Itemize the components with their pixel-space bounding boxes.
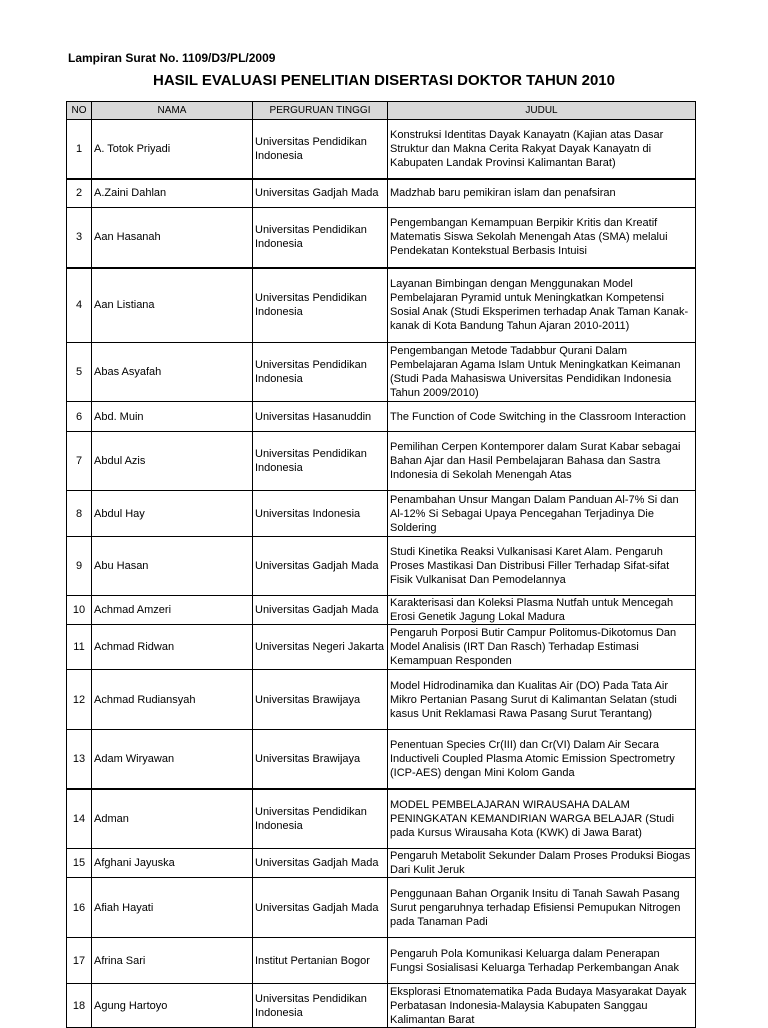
cell-nama: Aan Hasanah <box>92 208 253 268</box>
cell-judul: Penggunaan Bahan Organik Insitu di Tanah Sawah Pasang Surut pengaruhnya terhadap Efisiensi Pemupukan Nitrogen pada Tanaman Padi <box>388 878 696 938</box>
cell-judul: Pengaruh Metabolit Sekunder Dalam Proses Produksi Biogas Dari Kulit Jeruk <box>388 849 696 878</box>
column-header-nama: NAMA <box>92 102 253 120</box>
table-row <box>67 789 696 849</box>
cell-judul: MODEL PEMBELAJARAN WIRAUSAHA DALAM PENINGKATAN KEMANDIRIAN WARGA BELAJAR (Studi pada Kursus Wirausaha Kota (KWK) di Jawa Barat) <box>388 789 696 849</box>
cell-nama: Abas Asyafah <box>92 343 253 402</box>
table-row <box>67 596 696 625</box>
cell-judul: Karakterisasi dan Koleksi Plasma Nutfah untuk Mencegah Erosi Genetik Jagung Lokal Madura <box>388 596 696 625</box>
cell-judul: Penambahan Unsur Mangan Dalam Panduan Al-7% Si dan Al-12% Si Sebagai Upaya Pencegahan Terjadinya Die Soldering <box>388 491 696 537</box>
cell-perguruan-tinggi: Universitas Gadjah Mada <box>253 596 388 625</box>
cell-perguruan-tinggi: Universitas Pendidikan Indonesia <box>253 120 388 179</box>
cell-nama: Afghani Jayuska <box>92 849 253 878</box>
cell-no: 2 <box>67 179 92 208</box>
cell-perguruan-tinggi: Universitas Pendidikan Indonesia <box>253 343 388 402</box>
cell-perguruan-tinggi: Universitas Gadjah Mada <box>253 179 388 208</box>
cell-perguruan-tinggi: Universitas Gadjah Mada <box>253 849 388 878</box>
cell-perguruan-tinggi: Universitas Hasanuddin <box>253 402 388 432</box>
column-header-judul: JUDUL <box>388 102 696 120</box>
cell-nama: Abdul Azis <box>92 432 253 491</box>
cell-perguruan-tinggi: Universitas Gadjah Mada <box>253 537 388 596</box>
cell-no: 16 <box>67 878 92 938</box>
cell-nama: Afiah Hayati <box>92 878 253 938</box>
cell-nama: Abu Hasan <box>92 537 253 596</box>
cell-nama: Achmad Ridwan <box>92 625 253 670</box>
cell-no: 6 <box>67 402 92 432</box>
cell-judul: Pengembangan Metode Tadabbur Qurani Dalam Pembelajaran Agama Islam Untuk Meningkatkan Keimanan (Studi Pada Mahasiswa Universitas Pendidikan Indonesia Tahun 2009/2010) <box>388 343 696 402</box>
cell-judul: Model Hidrodinamika dan Kualitas Air (DO) Pada Tata Air Mikro Pertanian Pasang Surut di Kalimantan Selatan (studi kasus Unit Reklamasi Rawa Pasang Surut Terantang) <box>388 670 696 730</box>
table-row <box>67 208 696 268</box>
cell-perguruan-tinggi: Institut Pertanian Bogor <box>253 938 388 984</box>
letter-reference: Lampiran Surat No. 1109/D3/PL/2009 <box>68 51 276 65</box>
cell-no: 9 <box>67 537 92 596</box>
cell-nama: Adam Wiryawan <box>92 730 253 789</box>
table-header-row <box>67 102 696 120</box>
column-header-perguruan-tinggi: PERGURUAN TINGGI <box>253 102 388 120</box>
cell-perguruan-tinggi: Universitas Indonesia <box>253 491 388 537</box>
table-row <box>67 849 696 878</box>
table-row <box>67 984 696 1028</box>
cell-no: 12 <box>67 670 92 730</box>
document-title: HASIL EVALUASI PENELITIAN DISERTASI DOKTOR TAHUN 2010 <box>152 72 615 89</box>
cell-judul: Pengaruh Pola Komunikasi Keluarga dalam Penerapan Fungsi Sosialisasi Keluarga Terhadap Perkembangan Anak <box>388 938 696 984</box>
cell-no: 15 <box>67 849 92 878</box>
cell-judul: Penentuan Species Cr(III) dan Cr(VI) Dalam Air Secara Inductiveli Coupled Plasma Atomic Emission Spectrometry (ICP-AES) dengan Mini Kolom Ganda <box>388 730 696 789</box>
table-row <box>67 402 696 432</box>
cell-judul: Madzhab baru pemikiran islam dan penafsiran <box>388 179 696 208</box>
cell-no: 18 <box>67 984 92 1028</box>
cell-judul: Studi Kinetika Reaksi Vulkanisasi Karet Alam. Pengaruh Proses Mastikasi Dan Distribusi Filler Terhadap Sifat-sifat Fisik Vulkanisat Dan Pemodelannya <box>388 537 696 596</box>
cell-perguruan-tinggi: Universitas Pendidikan Indonesia <box>253 984 388 1028</box>
cell-judul: Konstruksi Identitas Dayak Kanayatn (Kajian atas Dasar Struktur dan Makna Cerita Rakyat Dayak Kanayatn di Kabupaten Landak Provinsi Kalimantan Barat) <box>388 120 696 179</box>
cell-judul: Pengaruh Porposi Butir Campur Politomus-Dikotomus Dan Model Analisis (IRT Dan Rasch) Terhadap Estimasi Kemampuan Responden <box>388 625 696 670</box>
cell-nama: Agung Hartoyo <box>92 984 253 1028</box>
cell-perguruan-tinggi: Universitas Brawijaya <box>253 670 388 730</box>
table-row <box>67 432 696 491</box>
cell-perguruan-tinggi: Universitas Pendidikan Indonesia <box>253 432 388 491</box>
cell-perguruan-tinggi: Universitas Pendidikan Indonesia <box>253 208 388 268</box>
cell-nama: Achmad Rudiansyah <box>92 670 253 730</box>
table-row <box>67 730 696 789</box>
cell-perguruan-tinggi: Universitas Pendidikan Indonesia <box>253 789 388 849</box>
cell-nama: Aan Listiana <box>92 268 253 343</box>
cell-no: 1 <box>67 120 92 179</box>
cell-nama: Achmad Amzeri <box>92 596 253 625</box>
cell-nama: Abdul Hay <box>92 491 253 537</box>
evaluation-table <box>66 101 696 1028</box>
table-row <box>67 179 696 208</box>
column-header-no: NO <box>67 102 92 120</box>
cell-nama: Abd. Muin <box>92 402 253 432</box>
cell-no: 3 <box>67 208 92 268</box>
cell-perguruan-tinggi: Universitas Negeri Jakarta <box>253 625 388 670</box>
table-row <box>67 537 696 596</box>
table-row <box>67 120 696 179</box>
cell-no: 14 <box>67 789 92 849</box>
cell-perguruan-tinggi: Universitas Pendidikan Indonesia <box>253 268 388 343</box>
table-row <box>67 625 696 670</box>
cell-judul: Eksplorasi Etnomatematika Pada Budaya Masyarakat Dayak Perbatasan Indonesia-Malaysia Kabupaten Sanggau Kalimantan Barat <box>388 984 696 1028</box>
cell-judul: The Function of Code Switching in the Classroom Interaction <box>388 402 696 432</box>
cell-judul: Pengembangan Kemampuan Berpikir Kritis dan Kreatif Matematis Siswa Sekolah Menengah Atas (SMA) melalui Pendekatan Kontekstual Berbasis Intuisi <box>388 208 696 268</box>
cell-nama: A.Zaini Dahlan <box>92 179 253 208</box>
table-row <box>67 878 696 938</box>
cell-no: 5 <box>67 343 92 402</box>
cell-no: 4 <box>67 268 92 343</box>
table-row <box>67 491 696 537</box>
cell-perguruan-tinggi: Universitas Gadjah Mada <box>253 878 388 938</box>
table-row <box>67 343 696 402</box>
cell-no: 8 <box>67 491 92 537</box>
cell-perguruan-tinggi: Universitas Brawijaya <box>253 730 388 789</box>
cell-no: 11 <box>67 625 92 670</box>
cell-judul: Layanan Bimbingan dengan Menggunakan Model Pembelajaran Pyramid untuk Meningkatkan Kompetensi Sosial Anak (Studi Eksperimen terhadap Anak Taman Kanak-kanak di Kota Bandung Tahun Ajaran 2010-2011) <box>388 268 696 343</box>
cell-nama: Afrina Sari <box>92 938 253 984</box>
table-row <box>67 268 696 343</box>
cell-no: 13 <box>67 730 92 789</box>
cell-nama: A. Totok Priyadi <box>92 120 253 179</box>
cell-no: 7 <box>67 432 92 491</box>
table-row <box>67 938 696 984</box>
table-row <box>67 670 696 730</box>
cell-no: 10 <box>67 596 92 625</box>
cell-nama: Adman <box>92 789 253 849</box>
cell-no: 17 <box>67 938 92 984</box>
cell-judul: Pemilihan Cerpen Kontemporer dalam Surat Kabar sebagai Bahan Ajar dan Hasil Pembelajaran Bahasa dan Sastra Indonesia di Sekolah Menengah Atas <box>388 432 696 491</box>
